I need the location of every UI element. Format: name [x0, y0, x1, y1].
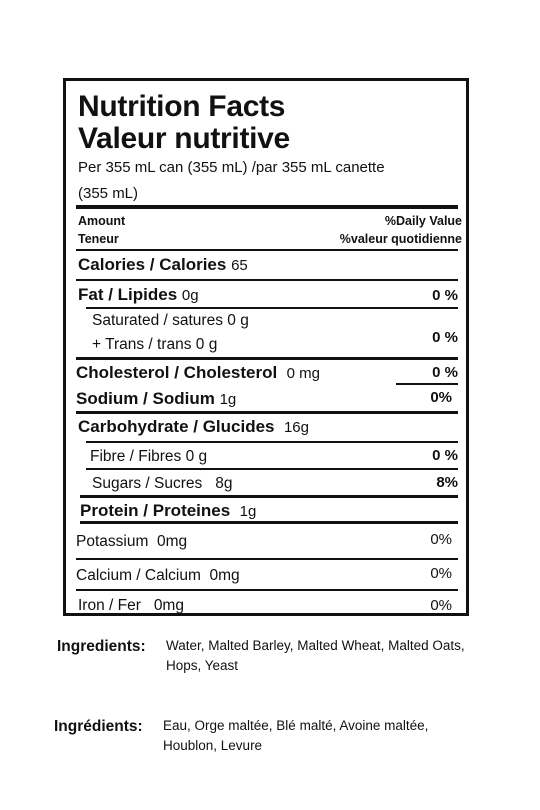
protein-value: 1g [239, 503, 257, 520]
iron-label: Iron / Fer [78, 597, 141, 614]
divider [76, 249, 458, 251]
amount-header: Amount [78, 214, 126, 228]
serving-size-line-1: Per 355 mL can (355 mL) /par 355 mL canette [78, 159, 385, 176]
potassium-percent: 0% [430, 531, 452, 548]
thick-divider [76, 205, 458, 209]
teneur-header: Teneur [78, 232, 119, 246]
valeur-quotidienne-header: %valeur quotidienne [339, 232, 462, 246]
sodium-row [76, 389, 236, 410]
sugars-row [92, 474, 232, 494]
fat-row [78, 285, 199, 306]
carbohydrate-row [78, 417, 309, 438]
divider [86, 307, 458, 309]
daily-value-header: %Daily Value [384, 214, 462, 228]
iron-percent: 0% [430, 597, 452, 614]
sugars-value: 8g [215, 475, 233, 492]
divider [86, 468, 458, 470]
calories-row [78, 255, 248, 276]
divider [396, 383, 458, 385]
ingredients-english-label: Ingredients: [57, 638, 146, 655]
trans-row: + Trans / trans 0 g [92, 336, 218, 353]
potassium-value: 0mg [157, 533, 188, 550]
sugars-percent: 8% [436, 474, 458, 491]
iron-row [78, 596, 184, 616]
calories-label: Calories / Calories [78, 255, 227, 274]
saturated-row: Saturated / satures 0 g [92, 312, 249, 329]
title-english: Nutrition Facts [78, 90, 286, 123]
cholesterol-percent: 0 % [432, 364, 458, 381]
divider [76, 558, 458, 560]
calcium-value: 0mg [209, 567, 240, 584]
fat-label: Fat / Lipides [78, 285, 178, 304]
calcium-row [76, 566, 240, 586]
nutrition-facts-panel [63, 78, 469, 616]
potassium-row [76, 532, 187, 552]
fibre-row: Fibre / Fibres 0 g [90, 448, 208, 465]
divider [80, 495, 458, 498]
saturated-trans-percent: 0 % [432, 329, 458, 346]
iron-value: 0mg [153, 597, 184, 614]
divider [76, 411, 458, 414]
fat-percent: 0 % [432, 287, 458, 304]
sugars-label: Sugars / Sucres [92, 475, 203, 492]
divider [76, 357, 458, 360]
ingredients-french-label: Ingrédients: [54, 718, 143, 735]
sodium-value: 1g [219, 391, 237, 408]
sodium-percent: 0% [430, 389, 452, 406]
sodium-label: Sodium / Sodium [76, 389, 215, 408]
divider [80, 521, 458, 524]
protein-label: Protein / Proteines [80, 501, 231, 520]
divider [76, 589, 458, 591]
cholesterol-label: Cholesterol / Cholesterol [76, 363, 278, 382]
calcium-percent: 0% [430, 565, 452, 582]
cholesterol-row [76, 363, 320, 384]
ingredients-english-text: Water, Malted Barley, Malted Wheat, Malted Oats, Hops, Yeast [166, 638, 465, 673]
cholesterol-value: 0 mg [286, 365, 321, 382]
calcium-label: Calcium / Calcium [76, 567, 201, 584]
fibre-percent: 0 % [432, 447, 458, 464]
divider [86, 441, 458, 443]
ingredients-french-text: Eau, Orge maltée, Blé malté, Avoine maltée, Houblon, Levure [163, 718, 429, 753]
divider [76, 279, 458, 281]
protein-row [80, 501, 256, 522]
serving-size-line-2: (355 mL) [78, 185, 139, 202]
fat-value: 0g [181, 287, 199, 304]
carbohydrate-value: 16g [283, 419, 309, 436]
carbohydrate-label: Carbohydrate / Glucides [78, 417, 275, 436]
calories-value: 65 [231, 257, 248, 274]
title-french: Valeur nutritive [78, 122, 290, 155]
potassium-label: Potassium [76, 533, 149, 550]
